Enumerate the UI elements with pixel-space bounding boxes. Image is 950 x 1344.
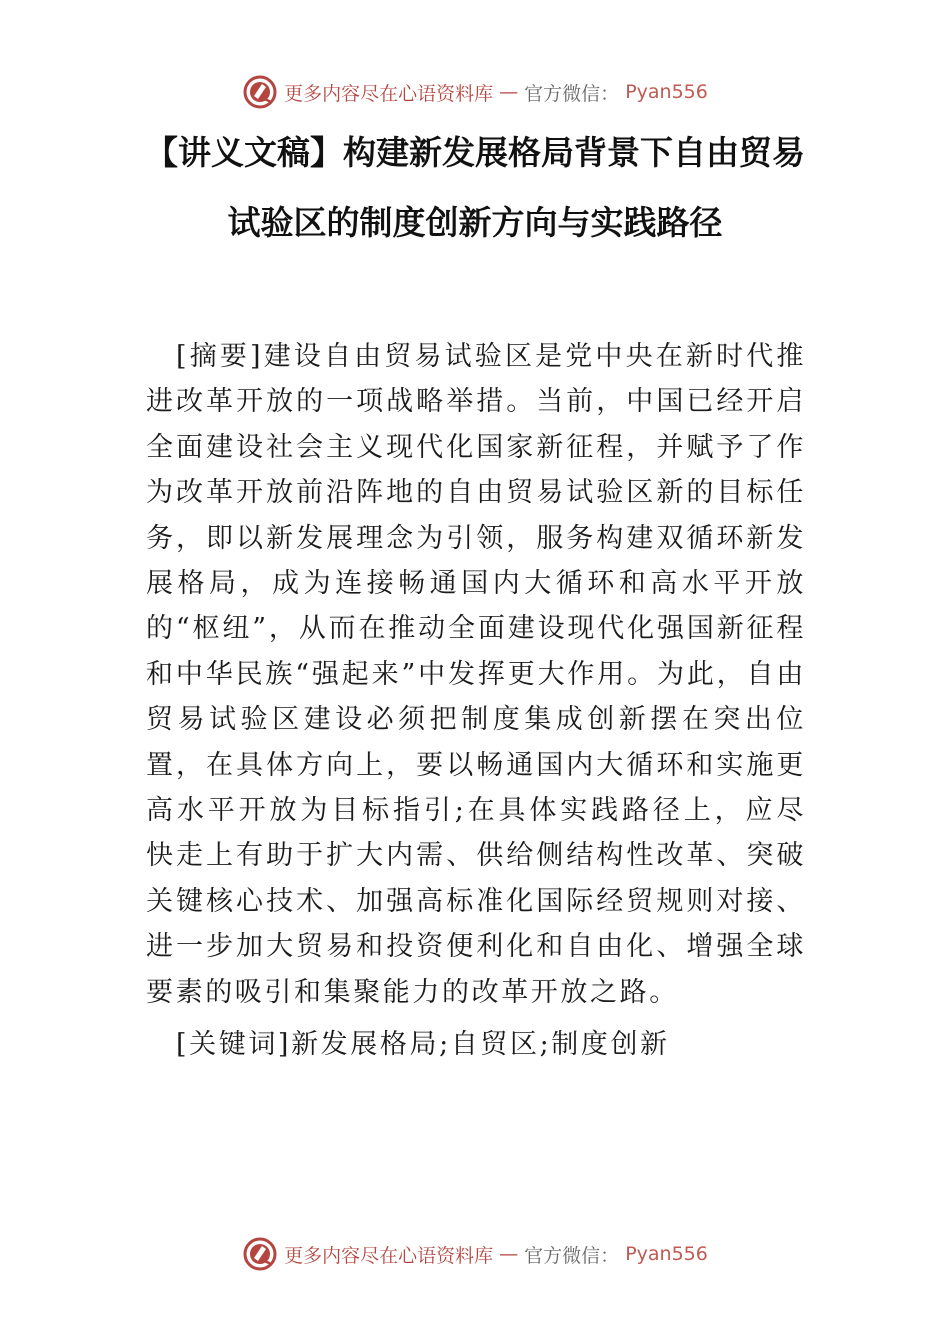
banner-wechat-id: Pyan556 [625,1243,708,1265]
footer-banner [0,1232,950,1276]
document-title-line-1: 【讲义文稿】构建新发展格局背景下自由贸易 [145,133,805,172]
banner-separator: — [499,1243,519,1265]
banner-site-name: 更多内容尽在心语资料库 [284,1244,494,1267]
keywords-paragraph: [关键词]新发展格局;自贸区;制度创新 [176,1029,670,1060]
stamp-seal-logo-icon [242,74,278,110]
header-banner [0,70,950,114]
banner-separator: — [499,81,519,103]
banner-wechat-label: 官方微信： [524,82,620,105]
abstract-paragraph: [摘要]建设自由贸易试验区是党中央在新时代推进改革开放的一项战略举措。当前，中国已经开启全面建设社会主义现代化国家新征程，并赋予了作为改革开放前沿阵地的自由贸易试验区新的目标任务，即以新发展理念为引领，服务构建双循环新发展格局，成为连接畅通国内大循环和高水平开放的“枢纽”，从而在推动全面建设现代化强国新征程和中华民族“强起来”中发挥更大作用。为此，自由贸易试验区建设必须把制度集成创新摆在突出位置，在具体方向上，要以畅通国内大循环和实施更高水平开放为目标指引;在具体实践路径上，应尽快走上有助于扩大内需、供给侧结构性改革、突破关键核心技术、加强高标准化国际经贸规则对接、进一步加大贸易和投资便利化和自由化、增强全球要素的吸引和集聚能力的改革开放之路。 [146,341,806,1008]
banner-wechat-label: 官方微信： [524,1244,620,1267]
document-title-line-2: 试验区的制度创新方向与实践路径 [227,203,723,242]
banner-site-name: 更多内容尽在心语资料库 [284,82,494,105]
banner-wechat-id: Pyan556 [625,81,708,103]
stamp-seal-logo-icon [242,1236,278,1272]
